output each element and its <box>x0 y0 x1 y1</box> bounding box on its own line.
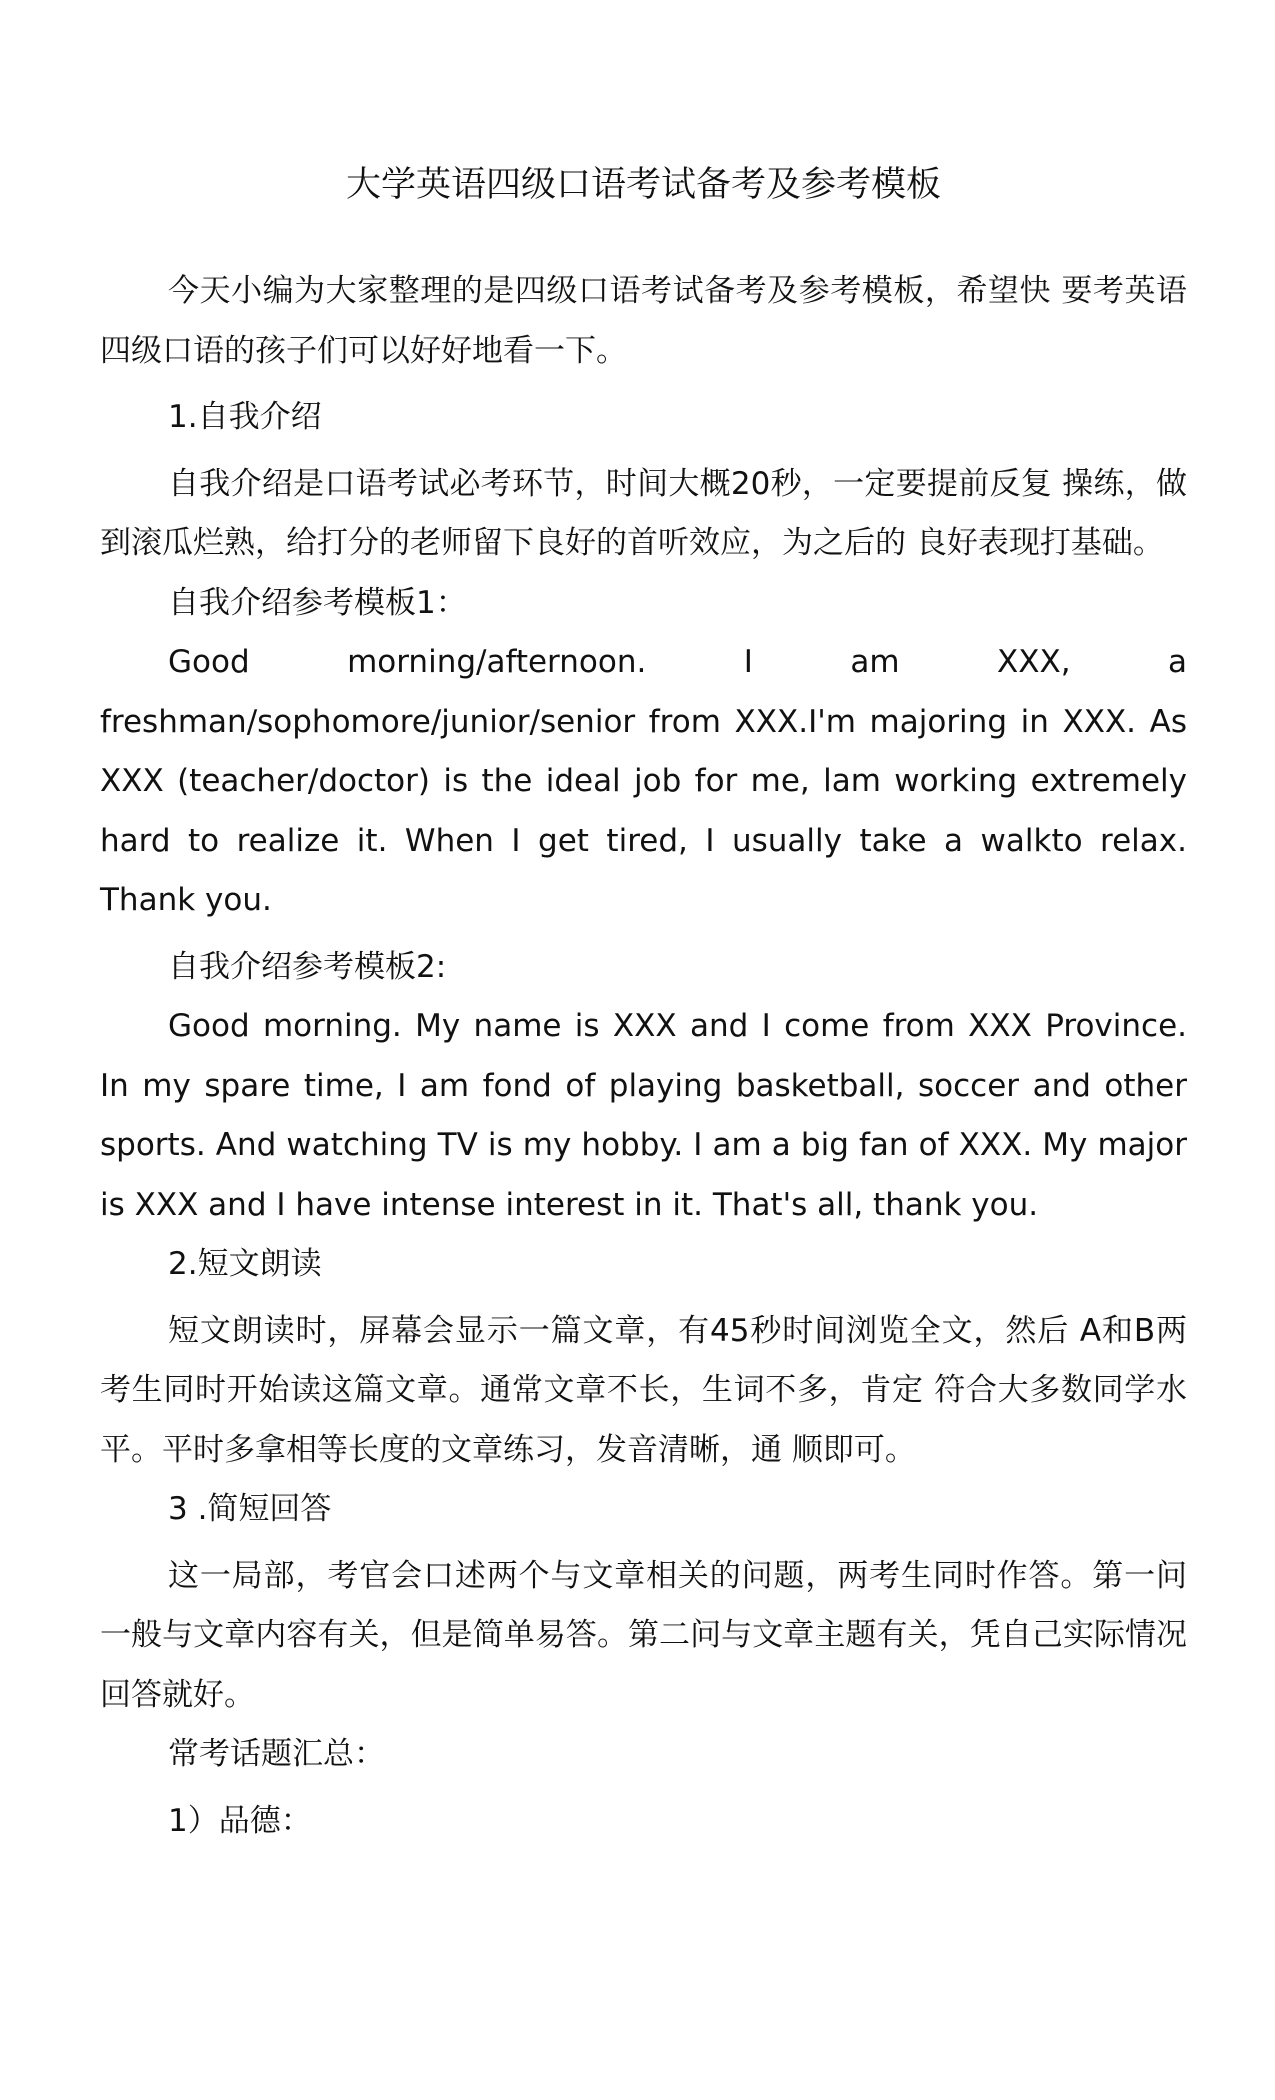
topic-item-1: 1）品德： <box>168 1802 312 1839</box>
section-heading-self-intro: 1.自我介绍 <box>168 399 322 435</box>
document-title: 大学英语四级口语考试备考及参考模板 <box>345 165 941 205</box>
template-2-heading: 自我介绍参考模板2: <box>168 948 447 985</box>
short-answer-description: 这一局部，考官会口述两个与文章相关的问题，两考生同时作答。第一问一般与文章内容有关，但是简单易答。第二问与文章主题有关，凭自己实际情况回答就好。 <box>100 1557 1187 1713</box>
document-page <box>100 160 1187 1851</box>
common-topics-heading: 常考话题汇总： <box>168 1736 385 1772</box>
template-1-text: Good morning/afternoon. I am XXX, a freshman/sophomore/junior/senior from XXX.I'm majoring in XXX. As XXX (teacher/doctor) is the ideal job for me, lam working extremely hard to realize it. When I get tired, I usually take a walkto relax. Thank you. <box>100 644 1187 918</box>
self-intro-description: 自我介绍是口语考试必考环节，时间大概20秒，一定要提前反复 操练，做到滚瓜烂熟，给打分的老师留下良好的首听效应，为之后的 良好表现打基础。 <box>100 465 1187 561</box>
section-heading-short-answer: 3 .简短回答 <box>168 1491 332 1527</box>
template-1-heading: 自我介绍参考模板1： <box>168 584 467 621</box>
intro-paragraph: 今天小编为大家整理的是四级口语考试备考及参考模板，希望快 要考英语四级口语的孩子们可以好好地看一下。 <box>100 273 1187 369</box>
template-2-text: Good morning. My name is XXX and I come from XXX Province. In my spare time, I am fond of playing basketball, soccer and other sports. And watching TV is my hobby. I am a big fan of XXX. My major is XXX and I have intense interest in it. That's all, thank you. <box>100 1008 1187 1223</box>
section-heading-reading: 2.短文朗读 <box>168 1246 322 1282</box>
reading-description: 短文朗读时，屏幕会显示一篇文章，有45秒时间浏览全文，然后 A和B两考生同时开始读这篇文章。通常文章不长，生词不多，肯定 符合大多数同学水平。平时多拿相等长度的文章练习，发音清晰，通 顺即可。 <box>100 1312 1187 1468</box>
